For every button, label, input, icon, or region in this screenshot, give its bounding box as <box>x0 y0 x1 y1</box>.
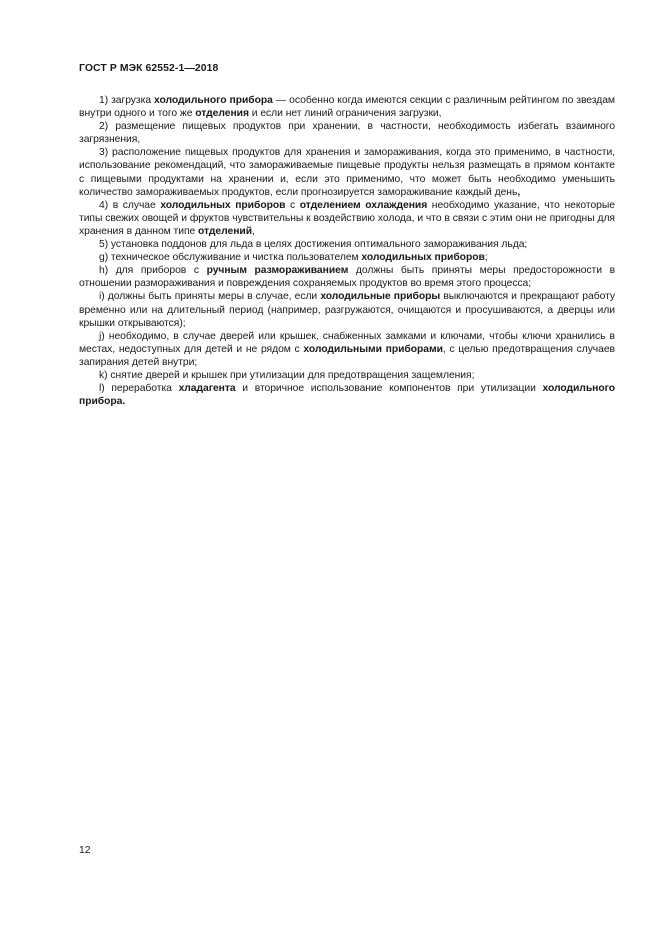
term-bold: холодильными приборами <box>303 343 443 355</box>
paragraph-item-g <box>79 251 615 264</box>
text-run: и вторичное использование компонентов при утилизации <box>235 383 543 395</box>
text-run: j) необходимо, в случае дверей или крышек, снабженных замками и ключами, чтобы ключи хранились в местах, недоступных для детей и не рядом с <box>79 330 615 355</box>
paragraph-item-3 <box>79 146 615 198</box>
text-run: — особенно когда имеются секции с различным рейтингом по звездам внутри одного и того же <box>79 95 615 120</box>
term-bold: , <box>517 186 521 198</box>
paragraph-item-i <box>79 290 615 329</box>
text-run: i) должны быть приняты меры в случае, если <box>99 291 321 303</box>
document-body <box>79 94 615 408</box>
text-run: g) техническое обслуживание и чистка пользователем <box>99 252 362 264</box>
term-bold: холодильные приборы <box>320 291 441 303</box>
text-run: 2) размещение пищевых продуктов при хранении, в частности, необходимость избегать взаимного загрязнения, <box>79 121 615 146</box>
paragraph-item-1 <box>79 94 615 120</box>
text-run: k) снятие дверей и крышек при утилизации для предотвращения защемления; <box>99 369 475 381</box>
term-bold: холодильного прибора. <box>79 383 615 408</box>
paragraph-item-l <box>79 382 615 408</box>
paragraph-item-h <box>79 264 615 290</box>
paragraph-item-4 <box>79 199 615 238</box>
term-bold: холодильного прибора <box>154 95 273 106</box>
term-bold: холодильных приборов <box>361 252 485 264</box>
text-run: должны быть приняты меры предосторожности в отношении размораживания и повреждения сохраняемых продуктов во время этого процесса; <box>79 265 616 290</box>
text-run: , <box>252 225 255 237</box>
text-run: 5) установка поддонов для льда в целях достижения оптимального замораживания льда; <box>99 239 528 251</box>
page-header-title: ГОСТ Р МЭК 62552-1—2018 <box>79 63 219 74</box>
paragraph-item-5 <box>79 238 615 251</box>
term-bold: отделением охлаждения <box>299 199 428 211</box>
paragraph-item-k <box>79 369 615 382</box>
paragraph-item-2 <box>79 120 615 146</box>
term-bold: холодильных приборов <box>160 199 286 211</box>
paragraph-item-j <box>79 330 615 369</box>
text-run: 1) загрузка <box>99 95 155 106</box>
text-run: 3) расположение пищевых продуктов для хранения и замораживания, когда это применимо, в частности, использование рекомендаций, что замораживаемые пищевые продукты нельзя размещать в прямом контакте с пищевыми продуктами на хранении и, если это применимо, что может быть необходимо уменьшить количество замораживаемых продуктов, если прогнозируется замораживание каждый день <box>79 147 615 198</box>
term-bold: отделений <box>198 225 253 237</box>
text-run: 4) в случае <box>99 199 161 211</box>
text-run: и если нет линий ограничения загрузки, <box>248 108 442 120</box>
text-run: l) переработка <box>99 383 179 395</box>
text-run: , с целью предотвращения случаев запирания детей внутри; <box>79 343 615 368</box>
text-run: с <box>285 199 300 211</box>
page-number: 12 <box>79 845 91 856</box>
text-run: h) для приборов с <box>99 265 207 277</box>
text-run: ; <box>484 252 488 264</box>
term-bold: ручным размораживанием <box>206 265 349 277</box>
term-bold: хладагента <box>178 383 236 395</box>
text-run: выключаются и прекращают работу временно или на длительный период (например, разгружаются, очищаются и просушиваются, а дверцы или крышки открываются); <box>79 291 615 329</box>
text-run: необходимо указание, что некоторые типы свежих овощей и фруктов чувствительны к воздействию холода, и что в связи с этим они не пригодны для хранения в данном типе <box>79 199 615 237</box>
term-bold: отделения <box>195 108 249 120</box>
